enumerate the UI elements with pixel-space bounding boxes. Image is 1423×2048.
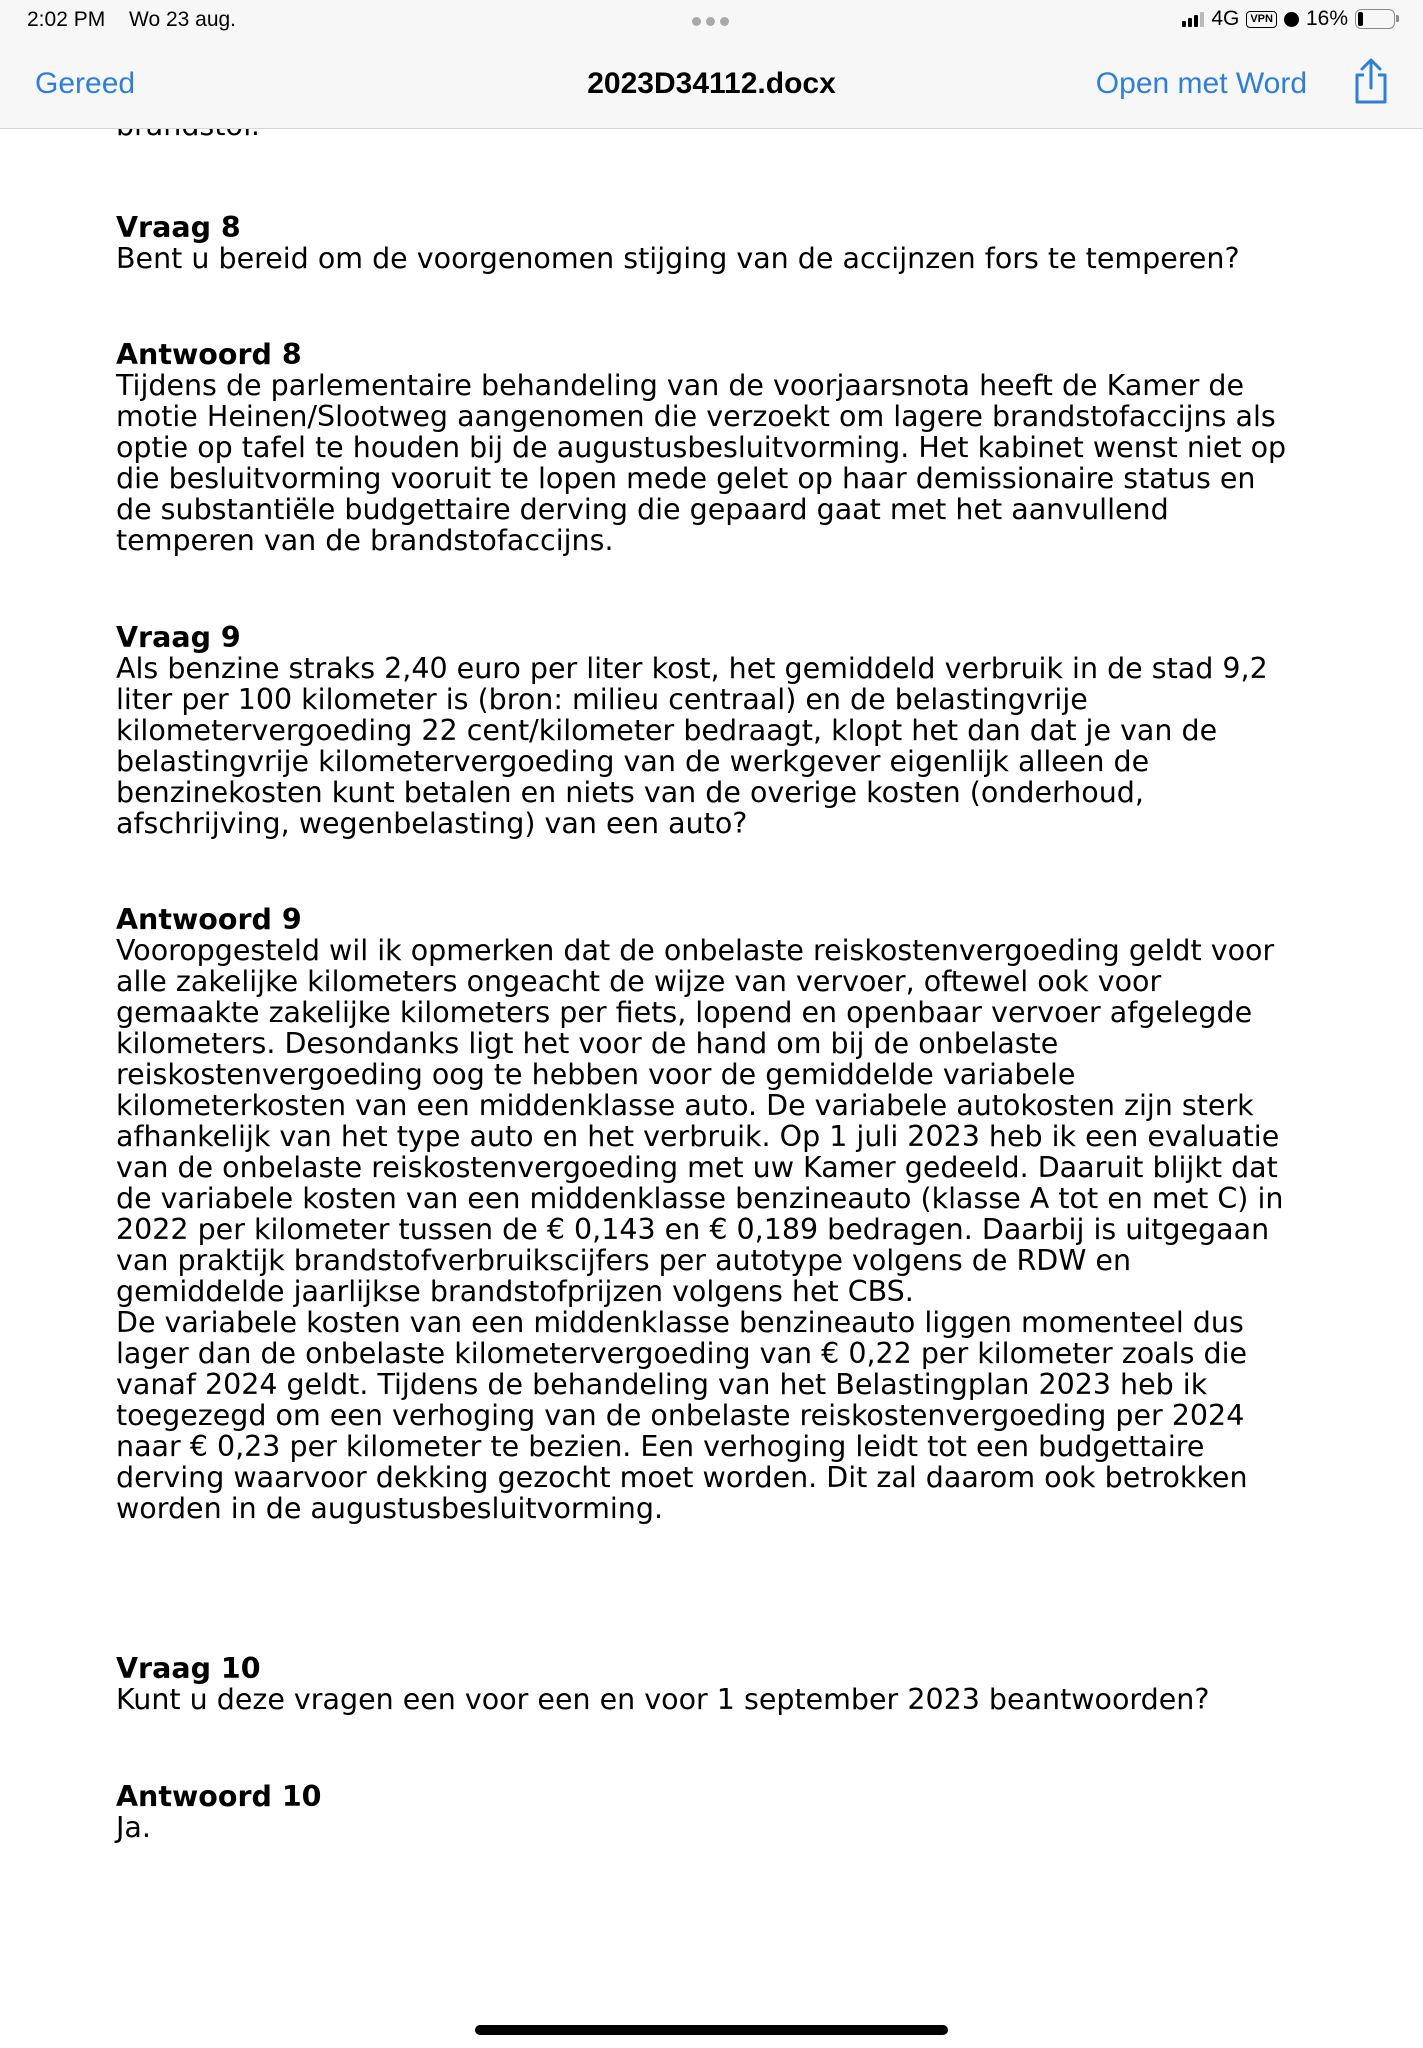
battery-percentage: 16%	[1305, 7, 1348, 30]
status-time: 2:02 PM	[27, 8, 106, 31]
section-text: Als benzine straks 2,40 euro per liter kost, het gemiddeld verbruik in de stad 9,2 liter per 100 kilometer is (bron: milieu centraal) en de belastingvrije kilometervergoeding 22 cent/kilometer bedraagt, klopt het dan dat je van de belastingvrije kilometervergoeding van de werkgever eigenlijk alleen de benzinekosten kunt betalen en niets van de overige kosten (onderhoud, afschrijving, wegenbelasting) van een auto?	[116, 652, 1268, 840]
section-vraag-10	[116, 1653, 1209, 1715]
done-button[interactable]: Gereed	[35, 67, 136, 100]
section-vraag-9	[116, 622, 1268, 839]
home-indicator[interactable]	[475, 2025, 948, 2035]
section-text: Bent u bereid om de voorgenomen stijging van de accijnzen fors te temperen?	[116, 242, 1240, 275]
section-text: Ja.	[116, 1811, 151, 1844]
open-in-word-button[interactable]: Open met Word	[1095, 67, 1307, 100]
battery-fill	[1358, 12, 1363, 26]
section-text: Vooropgesteld wil ik opmerken dat de onbelaste reiskostenvergoeding geldt voor alle zakelijke kilometers ongeacht de wijze van vervoer, oftewel ook voor gemaakte zakelijke kilometers per fiets, lopend en openbaar vervoer afgelegde kilometers. Desondanks ligt het voor de hand om bij de onbelaste reiskostenvergoeding oog te hebben voor de gemiddelde variabele kilometerkosten van een middenklasse auto. De variabele autokosten zijn sterk afhankelijk van het type auto en het verbruik. Op 1 juli 2023 heb ik een evaluatie van de onbelaste reiskostenvergoeding met uw Kamer gedeeld. Daaruit blijkt dat de variabele kosten van een middenklasse benzineauto (klasse A tot en met C) in 2022 per kilometer tussen de € 0,143 en € 0,189 bedragen. Daarbij is uitgegaan van praktijk brandstofverbruikscijfers per autotype volgens de RDW en gemiddelde jaarlijkse brandstofprijzen volgens het CBS. De variabele kosten van een middenklasse benzineauto liggen momenteel dus lager dan de onbelaste kilometervergoeding van € 0,22 per kilometer zoals die vanaf 2024 geldt. Tijdens de behandeling van het Belastingplan 2023 heb ik toegezegd om een verhoging van de onbelaste reiskostenvergoeding per 2024 naar € 0,23 per kilometer te bezien. Een verhoging leidt tot een budgettaire derving waarvoor dekking gezocht moet worden. Dit zal daarom ook betrokken worden in de augustusbesluitvorming.	[116, 934, 1284, 1525]
section-text: Tijdens de parlementaire behandeling van de voorjaarsnota heeft de Kamer de motie Heinen/Slootweg aangenomen die verzoekt om lagere brandstofaccijns als optie op tafel te houden bij de augustusbesluitvorming. Het kabinet wenst niet op die besluitvorming vooruit te lopen mede gelet op haar demissionaire status en de substantiële budgettaire derving die gepaard gaat met het aanvullend temperen van de brandstofaccijns.	[116, 369, 1287, 557]
alarm-icon	[1284, 12, 1299, 27]
document-title: 2023D34112.docx	[587, 67, 836, 100]
section-text: Kunt u deze vragen een voor een en voor 1 september 2023 beantwoorden?	[116, 1683, 1210, 1716]
section-vraag-8	[116, 212, 1240, 274]
section-heading: Antwoord 8	[116, 338, 302, 371]
section-heading: Vraag 8	[116, 211, 241, 244]
section-heading: Antwoord 10	[116, 1780, 322, 1813]
status-indicators	[1182, 7, 1395, 31]
section-heading: Vraag 9	[116, 621, 241, 654]
status-bar	[0, 0, 1423, 42]
share-icon[interactable]	[1351, 58, 1391, 106]
section-heading: Vraag 10	[116, 1652, 261, 1685]
section-antwoord-10	[116, 1781, 322, 1843]
network-type: 4G	[1211, 7, 1240, 30]
status-date: Wo 23 aug.	[129, 8, 237, 31]
battery-icon	[1355, 9, 1395, 29]
multitasking-dots-icon[interactable]	[692, 17, 729, 26]
section-antwoord-8	[116, 339, 1286, 556]
section-heading: Antwoord 9	[116, 903, 302, 936]
top-bar	[0, 0, 1423, 129]
section-antwoord-9	[116, 904, 1283, 1524]
cellular-signal-icon	[1182, 11, 1204, 27]
vpn-badge: VPN	[1246, 11, 1277, 28]
